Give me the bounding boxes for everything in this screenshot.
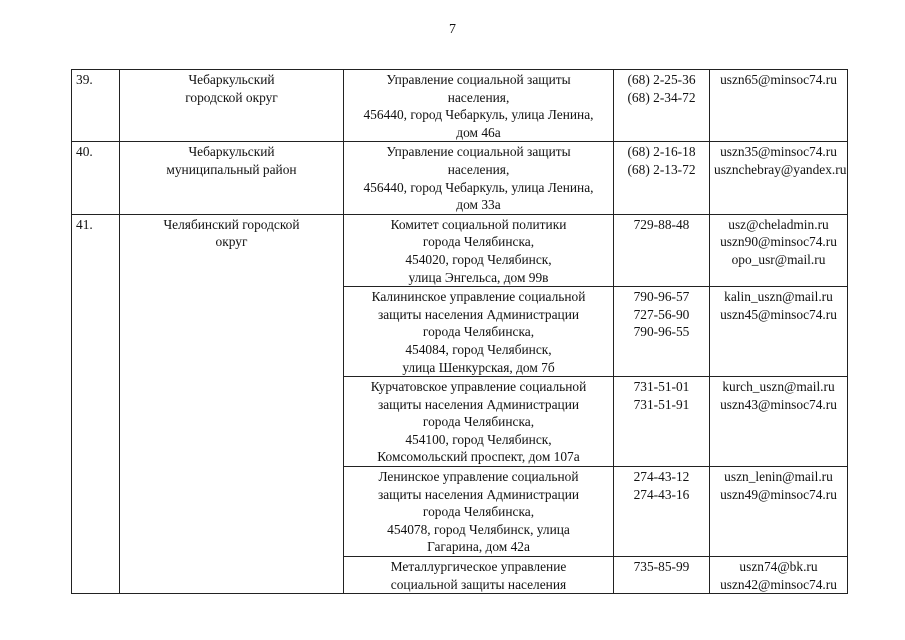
- contacts-table: [71, 69, 848, 594]
- row-number: 39.: [72, 70, 120, 142]
- org-line: города Челябинска,: [422, 324, 535, 340]
- district-line: Челябинский городской: [163, 216, 300, 232]
- email-address[interactable]: uszn65@minsoc74.ru: [720, 72, 837, 87]
- email-cell: [710, 70, 848, 142]
- email-address[interactable]: kalin_uszn@mail.ru: [724, 289, 833, 305]
- org-line: Металлургическое управление: [390, 559, 567, 575]
- table-row: [72, 142, 848, 214]
- row-number: 40.: [72, 142, 120, 214]
- phone-number: 735-85-99: [633, 559, 690, 575]
- email-address[interactable]: usznchebray@yandex.ru: [714, 161, 847, 177]
- phone-number: 790-96-57: [633, 289, 690, 305]
- email-address[interactable]: uszn45@minsoc74.ru: [720, 306, 837, 322]
- email-address[interactable]: uszn_lenin@mail.ru: [724, 469, 833, 485]
- district-line: городской округ: [185, 89, 278, 105]
- org-line: Комитет социальной политики: [390, 216, 567, 232]
- org-line: 454100, город Челябинск,: [405, 431, 552, 447]
- org-cell: [344, 377, 614, 467]
- district-cell: [120, 214, 344, 593]
- email-address[interactable]: uszn74@bk.ru: [739, 559, 818, 575]
- org-line: города Челябинска,: [422, 504, 535, 520]
- org-line: защиты населения Администрации: [377, 306, 580, 322]
- email-cell: [710, 467, 848, 557]
- phone-number: 729-88-48: [633, 216, 690, 232]
- phone-cell: [614, 377, 710, 467]
- email-address[interactable]: kurch_uszn@mail.ru: [722, 379, 835, 395]
- org-line: социальной защиты населения: [390, 576, 567, 592]
- email-address[interactable]: uszn43@minsoc74.ru: [720, 396, 837, 412]
- phone-number: 274-43-12: [633, 469, 690, 485]
- district-line: муниципальный район: [166, 161, 297, 177]
- email-address[interactable]: usz@cheladmin.ru: [728, 216, 829, 232]
- district-cell: [120, 142, 344, 214]
- phone-number: 790-96-55: [633, 324, 690, 340]
- page-number: 7: [449, 22, 456, 37]
- org-line: 454078, город Челябинск, улица: [387, 521, 570, 537]
- district-line: Чебаркульский: [188, 144, 275, 160]
- org-line: Калининское управление социальной: [371, 289, 586, 305]
- phone-number: 274-43-16: [633, 486, 690, 502]
- phone-cell: [614, 287, 710, 377]
- email-cell: [710, 142, 848, 214]
- org-line: 456440, город Чебаркуль, улица Ленина,: [363, 107, 594, 123]
- org-cell: [344, 70, 614, 142]
- org-line: улица Шенкурская, дом 7б: [402, 359, 555, 375]
- org-line: города Челябинска,: [422, 234, 535, 250]
- phone-number: (68) 2-25-36: [627, 72, 696, 87]
- org-line: Курчатовское управление социальной: [370, 379, 587, 395]
- email-address[interactable]: uszn49@minsoc74.ru: [720, 486, 837, 502]
- org-cell: [344, 467, 614, 557]
- phone-cell: [614, 214, 710, 286]
- district-cell: [120, 70, 344, 142]
- table-row: [72, 214, 848, 286]
- phone-number: (68) 2-34-72: [627, 89, 696, 105]
- phone-number: (68) 2-16-18: [627, 144, 696, 160]
- district-line: округ: [215, 234, 248, 250]
- org-line: дом 33а: [456, 197, 501, 213]
- email-address[interactable]: opo_usr@mail.ru: [731, 251, 826, 267]
- org-cell: [344, 557, 614, 594]
- org-cell: [344, 287, 614, 377]
- org-line: Управление социальной защиты: [386, 72, 571, 87]
- org-line: улица Энгельса, дом 99в: [408, 269, 549, 285]
- email-cell: [710, 557, 848, 594]
- email-cell: [710, 287, 848, 377]
- phone-cell: [614, 557, 710, 594]
- email-address[interactable]: uszn90@minsoc74.ru: [720, 234, 837, 250]
- org-line: защиты населения Администрации: [377, 486, 580, 502]
- email-cell: [710, 377, 848, 467]
- org-cell: [344, 142, 614, 214]
- org-line: 454084, город Челябинск,: [405, 341, 552, 357]
- org-line: дом 46а: [456, 124, 501, 140]
- phone-number: 731-51-91: [633, 396, 690, 412]
- org-line: Ленинское управление социальной: [378, 469, 579, 485]
- org-line: города Челябинска,: [422, 414, 535, 430]
- phone-number: 731-51-01: [633, 379, 690, 395]
- phone-cell: [614, 142, 710, 214]
- org-line: защиты населения Администрации: [377, 396, 580, 412]
- district-line: Чебаркульский: [188, 72, 275, 87]
- org-line: населения,: [447, 89, 510, 105]
- email-address[interactable]: uszn35@minsoc74.ru: [720, 144, 837, 160]
- org-line: 454020, город Челябинск,: [405, 251, 552, 267]
- row-number: 41.: [72, 214, 120, 593]
- email-address[interactable]: uszn42@minsoc74.ru: [720, 576, 837, 592]
- phone-number: 727-56-90: [633, 306, 690, 322]
- phone-cell: [614, 467, 710, 557]
- table-row: [72, 70, 848, 142]
- org-line: 456440, город Чебаркуль, улица Ленина,: [363, 179, 594, 195]
- org-line: Управление социальной защиты: [386, 144, 571, 160]
- phone-number: (68) 2-13-72: [627, 161, 696, 177]
- org-line: населения,: [447, 161, 510, 177]
- org-line: Гагарина, дом 42а: [427, 539, 530, 555]
- org-line: Комсомольский проспект, дом 107а: [377, 449, 580, 465]
- email-cell: [710, 214, 848, 286]
- phone-cell: [614, 70, 710, 142]
- org-cell: [344, 214, 614, 286]
